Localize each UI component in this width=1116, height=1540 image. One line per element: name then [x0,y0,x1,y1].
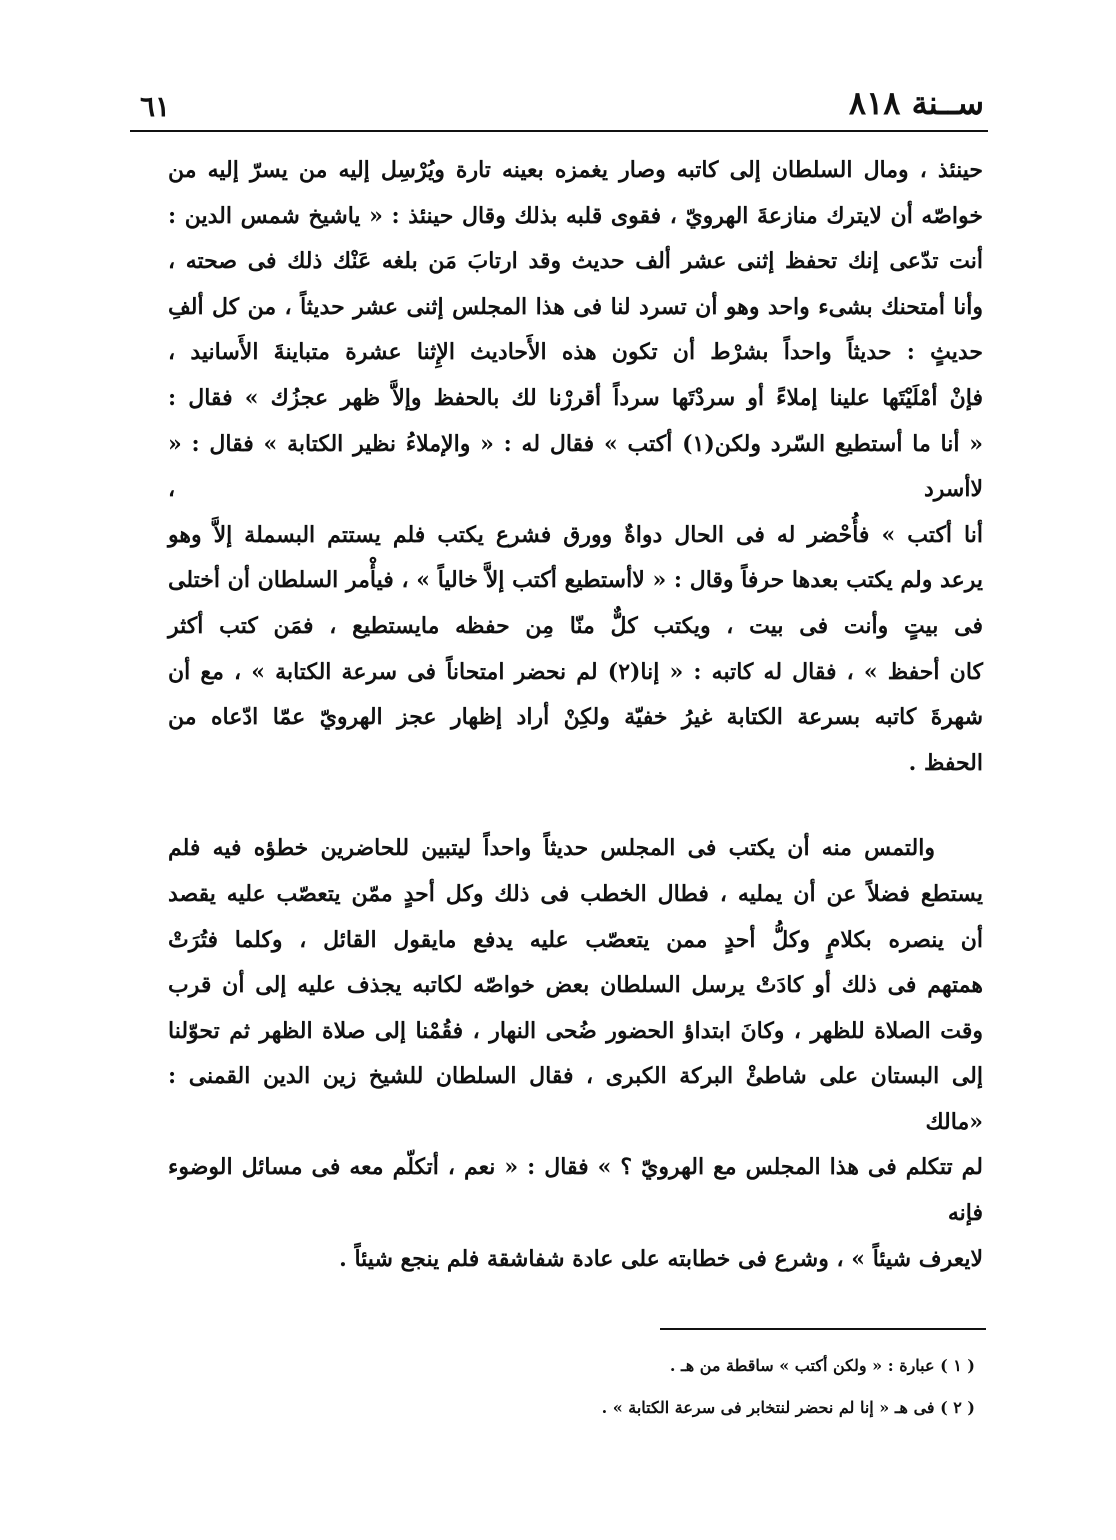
text-line: كان أحفظ » ، فقال له كاتبه : « إنا(٢) لم نحضر امتحاناً فى سرعة الكتابة » ، مع أن [168,658,983,685]
text-line: يرعد ولم يكتب بعدها حرفاً وقال : « لاأستطيع أكتب إلاَّ خالياً » ، فيأْمر السلطان أن أختلى [168,567,983,594]
text-line: يستطع فضلاً عن أن يمليه ، فطال الخطب فى ذلك وكل أحدٍ ممّن يتعصّب عليه يقصد [168,880,983,907]
paragraph-1 [168,148,983,786]
text-line: حديثٍ : حديثاً واحداً بشرْط أن تكون هذه الأَحاديث الإِثنا عشرة متباينةَ الأَسانيد ، [168,339,983,366]
page-header [130,82,988,132]
footnote-2: ( ٢ ) فى هـ « إنا لم نحضر لنتخابر فى سرعة الكتابة » . [601,1398,975,1417]
footnotes [480,1345,975,1429]
text-line: أن ينصره بكلامٍ وكلُّ أحدٍ ممن يتعصّب عليه يدفع مايقول القائل ، وكلما فتُرَتْ [168,926,983,953]
text-line: وأنا أمتحنك بشىء واحد وهو أن تسرد لنا فى هذا المجلس إثنى عشر حديثاً ، من كل ألفِ [168,293,983,320]
text-line: خواصّه أن لايترك منازعةَ الهرويّ ، فقوى قلبه بذلك وقال حينئذ : « ياشيخ شمس الدين : [168,202,983,229]
header-rule [130,130,988,132]
footnote-rule [660,1328,986,1330]
text-line: والتمس منه أن يكتب فى المجلس حديثاً واحداً ليتبين للحاضرين خطؤه فيه فلم [168,835,935,862]
text-line: فإنْ أمْلَيْتَها علينا إملاءً أو سردْتَها سرداً أقررْنا لك بالحفظ وإلاَّ ظهر عجزُك » فقال : [168,384,983,411]
text-line: شهرةَ كاتبه بسرعة الكتابة غيرُ خفيّة ولكِنْ أراد إظهار عجز الهرويّ عمّا ادّعاه من [168,704,983,731]
text-line: إلى البستان على شاطئْ البركة الكبرى ، فقال السلطان للشيخ زين الدين القمنى : «مالك [168,1063,983,1135]
text-line: حينئذ ، ومال السلطان إلى كاتبه وصار يغمزه بعينه تارة ويُرْسِل إليه من يسرّ إليه من [168,157,983,183]
paragraph-2 [168,826,983,1282]
text-line: وقت الصلاة للظهر ، وكانَ ابتداؤ الحضور ضُحى النهار ، فقُمْنا إلى صلاة الظهر ثم تحوّلنا [168,1017,983,1044]
text-line: الحفظ . [908,749,983,776]
text-line: لايعرف شيئاً » ، وشرع فى خطابته على عادة شفاشقة فلم ينجع شيئاً . [339,1245,983,1272]
body-text [168,148,983,1282]
footnote-1: ( ١ ) عبارة : « ولكن أكتب » ساقطة من هـ . [669,1356,975,1375]
text-line: « أنا ما أستطيع السّرد ولكن(١) أكتب » فقال له : « والإملاءُ نظير الكتابة » فقال : « لاأسرد ، [168,430,983,503]
text-line: أنت تدّعى إنك تحفظ إثنى عشر ألف حديث وقد ارتابَ مَن بلغه عَنْك ذلك فى صحته ، [168,248,983,275]
text-line: فى بيتٍ وأنت فى بيت ، ويكتب كلٌّ منّا مِن حفظه مايستطيع ، فمَن كتب أكثر [168,612,983,639]
page-number: ٦١ [140,90,171,123]
text-line: لم تتكلم فى هذا المجلس مع الهرويّ ؟ » فقال : « نعم ، أتكلّم معه فى مسائل الوضوء فإنه [168,1154,983,1227]
text-line: أنا أكتب » فأُحْضر له فى الحال دواةٌ وورق فشرع يكتب فلم يستتم البسملة إلاَّ وهو [168,521,983,548]
paragraph-gap [168,786,983,826]
running-head: ســنة ٨١٨ [848,84,984,122]
text-line: همتهم فى ذلك أو كادَتْ يرسل السلطان بعض خواصّه لكاتبه يجذف عليه إلى أن قرب [168,972,983,999]
